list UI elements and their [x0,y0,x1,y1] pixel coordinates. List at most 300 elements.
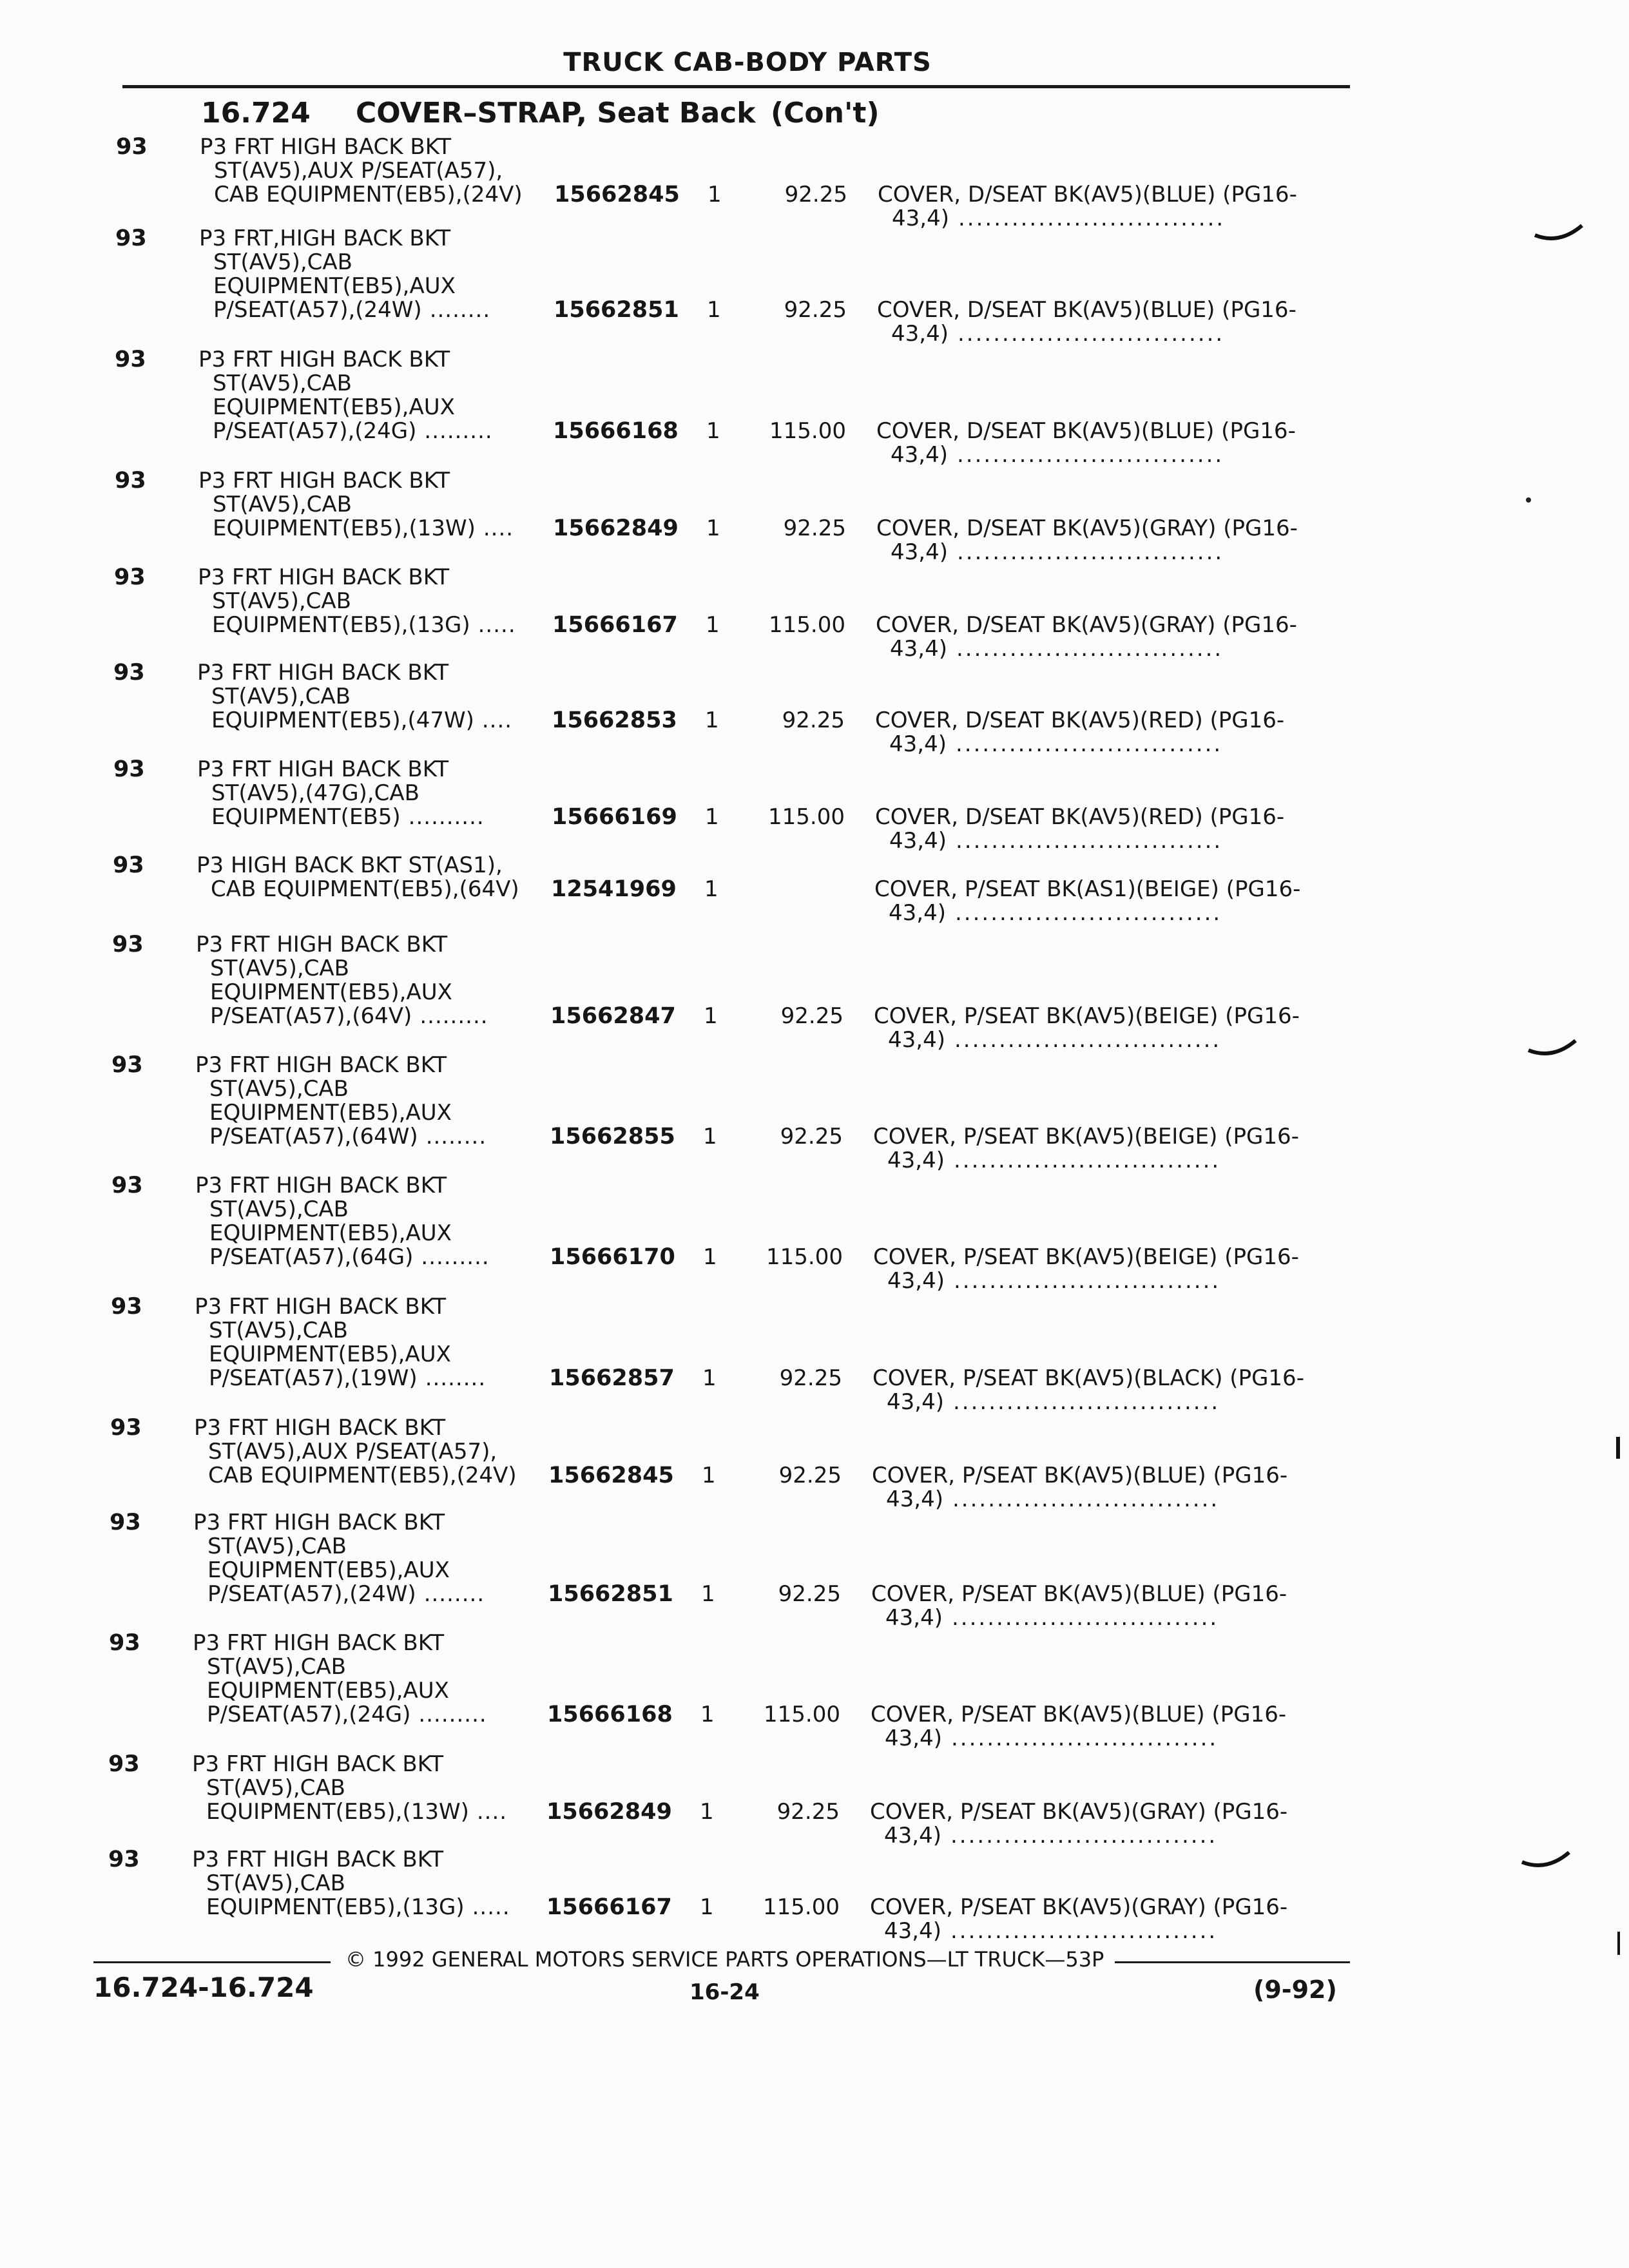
footer-section-range: 16.724-16.724 [93,1972,314,2003]
description-text: ST(AV5),CAB [209,1318,348,1343]
note-line: COVER, P/SEAT BK(AV5)(GRAY) (PG16- [870,1799,1288,1825]
description-text: EQUIPMENT(EB5),AUX [213,394,455,420]
description-line [192,1776,507,1800]
description-text: ST(AV5),CAB [209,1196,349,1222]
parts-entry [0,226,1629,347]
dot-leader: .............................. [958,206,1226,231]
note-line-continued [875,829,1284,853]
quantity: 1 [705,804,719,830]
group-number: 93 [115,468,146,494]
group-number: 93 [111,1294,142,1320]
description-line [197,758,485,782]
part-description [200,135,523,207]
description-text: ST(AV5),CAB [213,249,352,275]
note-page-ref: 43,4) [888,1027,945,1053]
group-number: 93 [116,134,148,160]
note-page-ref: 43,4) [892,206,949,231]
dot-leader: ..... [477,612,516,638]
usage-note [874,878,1300,925]
note-page-ref: 43,4) [886,1486,943,1512]
dot-leader: .............................. [955,828,1223,854]
note-line-continued [876,637,1297,661]
note-page-ref: 43,4) [890,636,947,662]
description-line [196,957,488,981]
note-line-continued [874,1028,1300,1052]
part-description [198,348,493,443]
description-text: P3 FRT HIGH BACK BKT [200,134,452,160]
description-line [194,1464,517,1488]
description-line [197,709,512,733]
description-text: EQUIPMENT(EB5),AUX [210,979,452,1005]
description-line [199,274,490,298]
price-value: 92.25 [778,1581,841,1607]
price-value: 92.25 [783,515,846,541]
note-page-ref: 43,4) [885,1605,943,1631]
parts-entry [0,347,1629,468]
quantity: 1 [707,297,721,323]
note-line-continued [876,541,1298,564]
price-value: 92.25 [784,182,847,207]
description-line [195,1125,487,1149]
description-line [195,1295,486,1319]
header-rule [122,85,1350,88]
price-value: 115.00 [769,418,846,444]
usage-note [870,1800,1287,1848]
usage-note [870,1896,1287,1943]
description-line [195,1319,486,1343]
description-line [193,1511,485,1535]
parts-entry [0,1173,1629,1294]
dot-leader: .............................. [957,321,1225,347]
description-text: P3 FRT HIGH BACK BKT [193,1630,445,1656]
usage-note [876,419,1296,467]
price-value: 92.25 [776,1799,840,1825]
description-line [195,1198,490,1222]
description-text: P3 FRT HIGH BACK BKT [197,660,449,686]
group-number: 93 [110,1510,141,1535]
note-line-continued [872,1390,1304,1414]
group-number: 93 [113,756,145,782]
scan-mark [1527,1031,1579,1063]
description-text: EQUIPMENT(EB5),(13G) [212,612,470,638]
description-line [193,1679,487,1703]
description-line [197,782,485,805]
description-line [198,517,514,541]
dot-leader: .............................. [952,1486,1220,1512]
description-line [198,396,493,419]
parts-entry [0,566,1629,675]
description-text: P3 FRT HIGH BACK BKT [194,1415,446,1441]
description-line [196,981,488,1004]
quantity: 1 [702,1463,716,1488]
dot-leader: ........ [429,297,491,323]
description-line [193,1703,487,1727]
usage-note [877,298,1296,346]
description-text: ST(AV5),CAB [212,588,351,614]
description-line [195,1174,490,1198]
description-text: P/SEAT(A57),(64W) [209,1124,418,1149]
parts-entry [0,932,1629,1053]
price-value: 115.00 [769,612,845,638]
dot-leader: .............................. [954,900,1222,926]
description-line [192,1896,510,1919]
description-line [198,469,514,493]
group-number: 93 [108,1847,140,1872]
description-line [192,1753,507,1776]
description-text: EQUIPMENT(EB5),AUX [209,1341,451,1367]
part-number: 15662845 [554,182,680,207]
description-line [195,1101,487,1125]
note-line: COVER, D/SEAT BK(AV5)(RED) (PG16- [875,804,1285,830]
usage-note [873,1245,1299,1293]
scan-mark [1526,497,1531,503]
note-page-ref: 43,4) [891,539,948,565]
description-text: CAB EQUIPMENT(EB5),(24V) [208,1463,517,1488]
note-line: COVER, D/SEAT BK(AV5)(GRAY) (PG16- [876,515,1298,541]
description-line [198,566,516,590]
usage-note [874,1004,1300,1052]
price-value: 115.00 [768,804,845,830]
part-number: 15662851 [554,297,679,323]
dot-leader: .............................. [955,731,1223,757]
description-line [200,183,523,207]
part-number: 15666169 [552,804,677,830]
description-text: P3 FRT HIGH BACK BKT [192,1847,444,1872]
description-line [193,1559,485,1582]
description-line [197,661,512,685]
usage-note [876,517,1298,564]
note-page-ref: 43,4) [891,442,948,468]
description-text: EQUIPMENT(EB5) [211,804,401,830]
price-value: 92.25 [782,707,845,733]
dot-leader: ......... [419,1003,488,1029]
description-text: P3 FRT HIGH BACK BKT [195,1052,447,1078]
part-description [195,1295,486,1390]
description-text: ST(AV5),(47G),CAB [211,780,419,806]
parts-entry [0,1052,1629,1173]
footer-rule-left [93,1961,331,1963]
description-text: ST(AV5),AUX P/SEAT(A57), [208,1439,497,1465]
dot-leader: .............................. [956,539,1224,565]
description-text: P/SEAT(A57),(24W) [207,1581,416,1607]
description-line [193,1535,485,1559]
dot-leader: .............................. [956,442,1224,468]
part-description [197,758,485,829]
description-text: P3 FRT HIGH BACK BKT [198,468,450,494]
description-text: CAB EQUIPMENT(EB5),(24V) [214,182,523,207]
dot-leader: .............................. [954,1027,1222,1053]
note-line: COVER, D/SEAT BK(AV5)(GRAY) (PG16- [876,612,1297,638]
note-line: COVER, P/SEAT BK(AV5)(BLUE) (PG16- [872,1463,1288,1488]
description-text: P3 HIGH BACK BKT ST(AS1), [197,852,503,878]
usage-note [873,1125,1299,1173]
footer-page-number: 16-24 [689,1979,760,2005]
quantity: 1 [700,1799,714,1825]
description-text: EQUIPMENT(EB5),AUX [207,1678,449,1704]
parts-entry [0,469,1629,579]
usage-note [878,183,1297,231]
description-line [195,1077,487,1101]
group-number: 93 [112,932,144,957]
usage-note [876,613,1297,661]
description-text: P3 FRT HIGH BACK BKT [196,932,448,957]
note-line: COVER, P/SEAT BK(AV5)(BLUE) (PG16- [871,1581,1287,1607]
quantity: 1 [704,876,718,902]
group-number: 93 [115,226,147,251]
quantity: 1 [701,1581,715,1607]
description-line [197,854,519,878]
description-text: EQUIPMENT(EB5),AUX [207,1557,450,1583]
price-value: 92.25 [778,1463,842,1488]
scan-mark [1617,1932,1620,1955]
description-line [198,372,493,396]
price-value: 115.00 [763,1894,840,1920]
description-text: P/SEAT(A57),(19W) [209,1365,418,1391]
description-line [195,1343,486,1367]
dot-leader: .............................. [953,1268,1221,1294]
scan-mark [1521,1843,1572,1875]
part-description [193,1511,485,1606]
price-value: 115.00 [764,1702,840,1727]
group-number: 93 [110,1415,142,1441]
description-line [195,1367,486,1390]
note-page-ref: 43,4) [889,900,946,926]
quantity: 1 [704,1003,718,1029]
note-page-ref: 43,4) [884,1918,941,1944]
description-text: EQUIPMENT(EB5),AUX [209,1220,452,1246]
parts-entry [0,1753,1629,1862]
description-text: P3 FRT HIGH BACK BKT [195,1294,447,1320]
description-line [195,1053,487,1077]
dot-leader: .............................. [950,1918,1218,1944]
note-page-ref: 43,4) [889,731,947,757]
note-line: COVER, P/SEAT BK(AV5)(BEIGE) (PG16- [874,1003,1300,1029]
quantity: 1 [700,1702,715,1727]
description-line [196,933,488,957]
part-number: 15662847 [550,1003,676,1029]
description-line [194,1416,517,1440]
quantity: 1 [706,418,720,444]
note-line-continued [876,443,1296,467]
part-number: 15666168 [547,1702,673,1727]
dot-leader: .............................. [956,636,1224,662]
group-number: 93 [115,347,146,372]
part-number: 15666167 [552,612,678,638]
note-line: COVER, P/SEAT BK(AV5)(BLUE) (PG16- [871,1702,1287,1727]
description-text: EQUIPMENT(EB5),(47W) [211,707,474,733]
description-line [200,159,523,183]
note-line: COVER, P/SEAT BK(AV5)(BEIGE) (PG16- [873,1124,1299,1149]
description-text: P3 FRT HIGH BACK BKT [198,564,450,590]
description-line [198,419,493,443]
scan-mark [1616,1437,1620,1459]
description-line [197,685,512,709]
scan-mark [1534,216,1585,248]
dot-leader: .............................. [952,1389,1220,1415]
quantity: 1 [703,1244,717,1270]
description-text: ST(AV5),CAB [211,684,351,709]
dot-leader: .... [483,515,514,541]
note-line: COVER, P/SEAT BK(AV5)(BLACK) (PG16- [872,1365,1304,1391]
description-line [197,805,485,829]
note-page-ref: 43,4) [884,1823,941,1849]
group-number: 93 [108,1751,140,1777]
description-text: EQUIPMENT(EB5),(13W) [206,1799,469,1825]
note-line: COVER, P/SEAT BK(AV5)(GRAY) (PG16- [870,1894,1288,1920]
dot-leader: ......... [418,1702,487,1727]
part-number: 15662853 [552,707,677,733]
dot-leader: .............................. [951,1605,1219,1631]
footer-revision-date: (9-92) [1253,1975,1337,2004]
part-description [193,1631,487,1727]
note-line-continued [870,1824,1287,1848]
part-number: 15666167 [546,1894,672,1920]
note-line: COVER, P/SEAT BK(AS1)(BEIGE) (PG16- [874,876,1301,902]
description-text: P/SEAT(A57),(24G) [207,1702,411,1727]
section-continued: (Con't) [771,97,880,130]
description-text: ST(AV5),CAB [209,1076,349,1102]
description-line [192,1872,510,1896]
note-page-ref: 43,4) [887,1268,945,1294]
parts-entry [0,758,1629,867]
note-line-continued [875,733,1284,756]
note-line-continued [871,1727,1286,1751]
group-number: 93 [113,660,145,686]
usage-note [872,1464,1287,1512]
description-text: P3 FRT HIGH BACK BKT [197,756,449,782]
note-page-ref: 43,4) [889,828,947,854]
part-description [197,661,512,733]
section-name: COVER–STRAP, Seat Back [356,97,756,130]
price-value: 92.25 [780,1003,843,1029]
description-line [199,298,490,322]
usage-note [875,709,1284,756]
part-description [197,854,519,901]
note-line-continued [871,1606,1287,1630]
description-text: P/SEAT(A57),(24G) [213,418,417,444]
dot-leader: .............................. [953,1148,1221,1173]
dot-leader: ......... [421,1244,490,1270]
description-text: P3 FRT,HIGH BACK BKT [199,226,451,251]
description-text: CAB EQUIPMENT(EB5),(64V) [211,876,519,902]
description-line [195,1245,490,1269]
dot-leader: .............................. [950,1823,1218,1849]
page-header-title: TRUCK CAB-BODY PARTS [563,48,932,77]
description-text: EQUIPMENT(EB5),AUX [209,1100,452,1126]
usage-note [871,1703,1286,1751]
dot-leader: ........ [425,1124,487,1149]
footer-rule-right [1115,1961,1350,1963]
parts-entry [0,1848,1629,1957]
description-line [198,613,516,637]
price-value: 92.25 [784,297,847,323]
part-description [192,1848,510,1919]
dot-leader: .... [481,707,513,733]
price-value: 115.00 [766,1244,843,1270]
description-line [198,348,493,372]
description-line [192,1800,507,1824]
part-number: 15662845 [548,1463,674,1488]
note-page-ref: 43,4) [887,1148,945,1173]
part-number: 15666170 [550,1244,675,1270]
part-number: 15662849 [553,515,679,541]
description-text: P3 FRT HIGH BACK BKT [198,347,450,372]
dot-leader: ........ [423,1581,485,1607]
quantity: 1 [706,515,720,541]
description-text: EQUIPMENT(EB5),(13G) [206,1894,465,1920]
part-number: 15662851 [548,1581,673,1607]
usage-note [872,1367,1304,1414]
price-value: 92.25 [780,1124,843,1149]
parts-entry [0,1294,1629,1415]
note-line: COVER, D/SEAT BK(AV5)(BLUE) (PG16- [876,418,1296,444]
part-number: 12541969 [551,876,677,902]
description-text: ST(AV5),CAB [213,492,352,517]
dot-leader: .......... [408,804,485,830]
description-line [193,1631,487,1655]
dot-leader: ........ [425,1365,487,1391]
group-number: 93 [109,1630,140,1656]
part-description [195,1174,490,1269]
quantity: 1 [702,1365,717,1391]
note-line: COVER, D/SEAT BK(AV5)(BLUE) (PG16- [877,297,1296,323]
part-description [196,933,488,1028]
dot-leader: ......... [424,418,493,444]
description-text: ST(AV5),CAB [207,1533,347,1559]
part-number: 15666168 [553,418,679,444]
quantity: 1 [703,1124,717,1149]
quantity: 1 [706,612,720,638]
description-line [200,135,523,159]
description-text: P3 FRT HIGH BACK BKT [193,1510,445,1535]
part-number: 15662855 [550,1124,675,1149]
note-line-continued [873,1269,1299,1293]
note-line-continued [874,901,1300,925]
description-text: ST(AV5),CAB [206,1870,345,1896]
note-line: COVER, P/SEAT BK(AV5)(BEIGE) (PG16- [873,1244,1299,1270]
description-line [193,1655,487,1679]
description-line [198,493,514,517]
parts-entry [0,1510,1629,1631]
group-number: 93 [111,1052,143,1078]
description-text: ST(AV5),CAB [207,1654,346,1680]
parts-entry [0,661,1629,771]
note-line: COVER, D/SEAT BK(AV5)(BLUE) (PG16- [878,182,1297,207]
quantity: 1 [700,1894,714,1920]
description-line [197,878,519,901]
description-text: ST(AV5),CAB [213,370,352,396]
description-text: P/SEAT(A57),(24W) [213,297,422,323]
part-description [199,227,490,322]
part-description [192,1753,507,1824]
note-page-ref: 43,4) [887,1389,944,1415]
quantity: 1 [705,707,719,733]
description-line [199,227,490,251]
note-line-continued [873,1149,1299,1173]
description-text: EQUIPMENT(EB5),AUX [213,273,456,299]
description-text: EQUIPMENT(EB5),(13W) [213,515,476,541]
group-number: 93 [114,564,146,590]
section-number: 16.724 [201,97,311,130]
group-number: 93 [111,1173,143,1198]
note-page-ref: 43,4) [891,321,949,347]
usage-note [871,1582,1287,1630]
part-description [195,1053,487,1149]
part-description [194,1416,517,1488]
note-line-continued [872,1488,1287,1512]
usage-note [875,805,1284,853]
price-value: 92.25 [779,1365,842,1391]
